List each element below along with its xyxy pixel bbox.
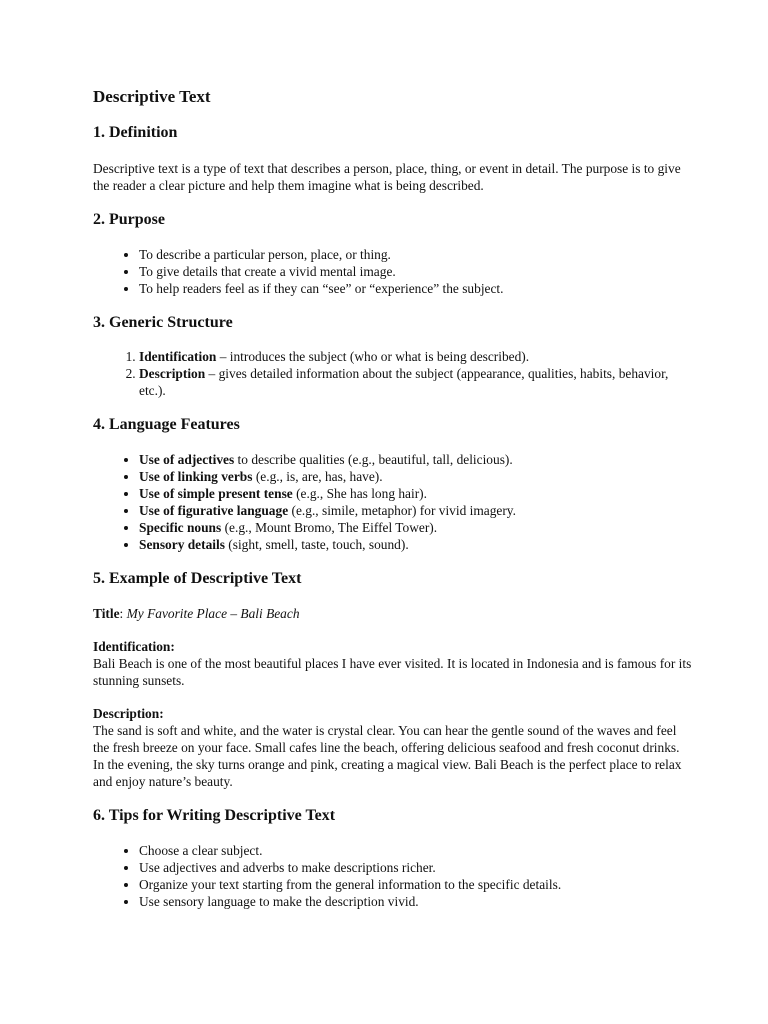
list-item: • To describe a particular person, place, or thing. xyxy=(139,246,693,263)
feature-desc: (sight, smell, taste, touch, sound). xyxy=(224,537,409,552)
example-title-line xyxy=(93,605,693,622)
feature-term: Use of simple present tense xyxy=(139,486,293,501)
language-heading: 4. Language Features xyxy=(93,416,240,433)
list-item xyxy=(139,365,693,399)
document-title: Descriptive Text xyxy=(93,87,211,106)
feature-desc: to describe qualities (e.g., beautiful, tall, delicious). xyxy=(234,452,513,467)
list-item xyxy=(139,348,693,365)
structure-heading: 3. Generic Structure xyxy=(93,314,233,331)
structure-term: Identification xyxy=(139,349,217,364)
list-item: • Use sensory language to make the description vivid. xyxy=(139,893,693,910)
tips-list xyxy=(93,842,693,910)
list-item xyxy=(139,536,693,553)
structure-list xyxy=(93,348,693,399)
list-item: • Organize your text starting from the general information to the specific details. xyxy=(139,876,693,893)
feature-term: Use of figurative language xyxy=(139,503,289,518)
purpose-heading: 2. Purpose xyxy=(93,211,165,228)
language-list xyxy=(93,451,693,553)
list-item xyxy=(139,468,693,485)
identification-label: Identification: xyxy=(93,639,175,654)
list-item xyxy=(139,502,693,519)
document-content xyxy=(93,86,693,910)
definition-heading: 1. Definition xyxy=(93,124,178,141)
description-text: The sand is soft and white, and the water is crystal clear. You can hear the gentle sound of the waves and feel the fresh breeze on your face. Small cafes line the beach, offering delicious seafood and fresh coconut drinks. In the evening, the sky turns orange and pink, creating a magical view. Bali Beach is the perfect place to relax and enjoy nature’s beauty. xyxy=(93,723,682,789)
list-item: • Choose a clear subject. xyxy=(139,842,693,859)
structure-desc: – gives detailed information about the subject (appearance, qualities, habits, behavior, etc.). xyxy=(139,366,669,398)
list-item: • Use adjectives and adverbs to make descriptions richer. xyxy=(139,859,693,876)
list-item: • To give details that create a vivid mental image. xyxy=(139,263,693,280)
tips-heading: 6. Tips for Writing Descriptive Text xyxy=(93,807,336,824)
feature-term: Sensory details xyxy=(139,537,225,552)
feature-term: Specific nouns xyxy=(139,520,222,535)
list-item xyxy=(139,519,693,536)
feature-term: Use of linking verbs xyxy=(139,469,253,484)
example-heading: 5. Example of Descriptive Text xyxy=(93,570,302,587)
structure-term: Description xyxy=(139,366,206,381)
purpose-list xyxy=(93,246,693,297)
list-item xyxy=(139,451,693,468)
list-item xyxy=(139,485,693,502)
feature-desc: (e.g., Mount Bromo, The Eiffel Tower). xyxy=(221,520,438,535)
feature-desc: (e.g., simile, metaphor) for vivid imagery. xyxy=(288,503,516,518)
example-title-label: Title xyxy=(93,606,120,621)
list-item: • To help readers feel as if they can “see” or “experience” the subject. xyxy=(139,280,693,297)
example-title-sep: : xyxy=(119,606,127,621)
structure-desc: – introduces the subject (who or what is being described). xyxy=(216,349,530,364)
description-label: Description: xyxy=(93,706,164,721)
example-title-value: My Favorite Place – Bali Beach xyxy=(126,606,300,621)
definition-text: Descriptive text is a type of text that describes a person, place, thing, or event in detail. The purpose is to give the reader a clear picture and help them imagine what is being described. xyxy=(93,161,681,193)
feature-desc: (e.g., She has long hair). xyxy=(292,486,427,501)
identification-text: Bali Beach is one of the most beautiful places I have ever visited. It is located in Indonesia and is famous for its stunning sunsets. xyxy=(93,656,692,688)
feature-term: Use of adjectives xyxy=(139,452,235,467)
feature-desc: (e.g., is, are, has, have). xyxy=(252,469,383,484)
